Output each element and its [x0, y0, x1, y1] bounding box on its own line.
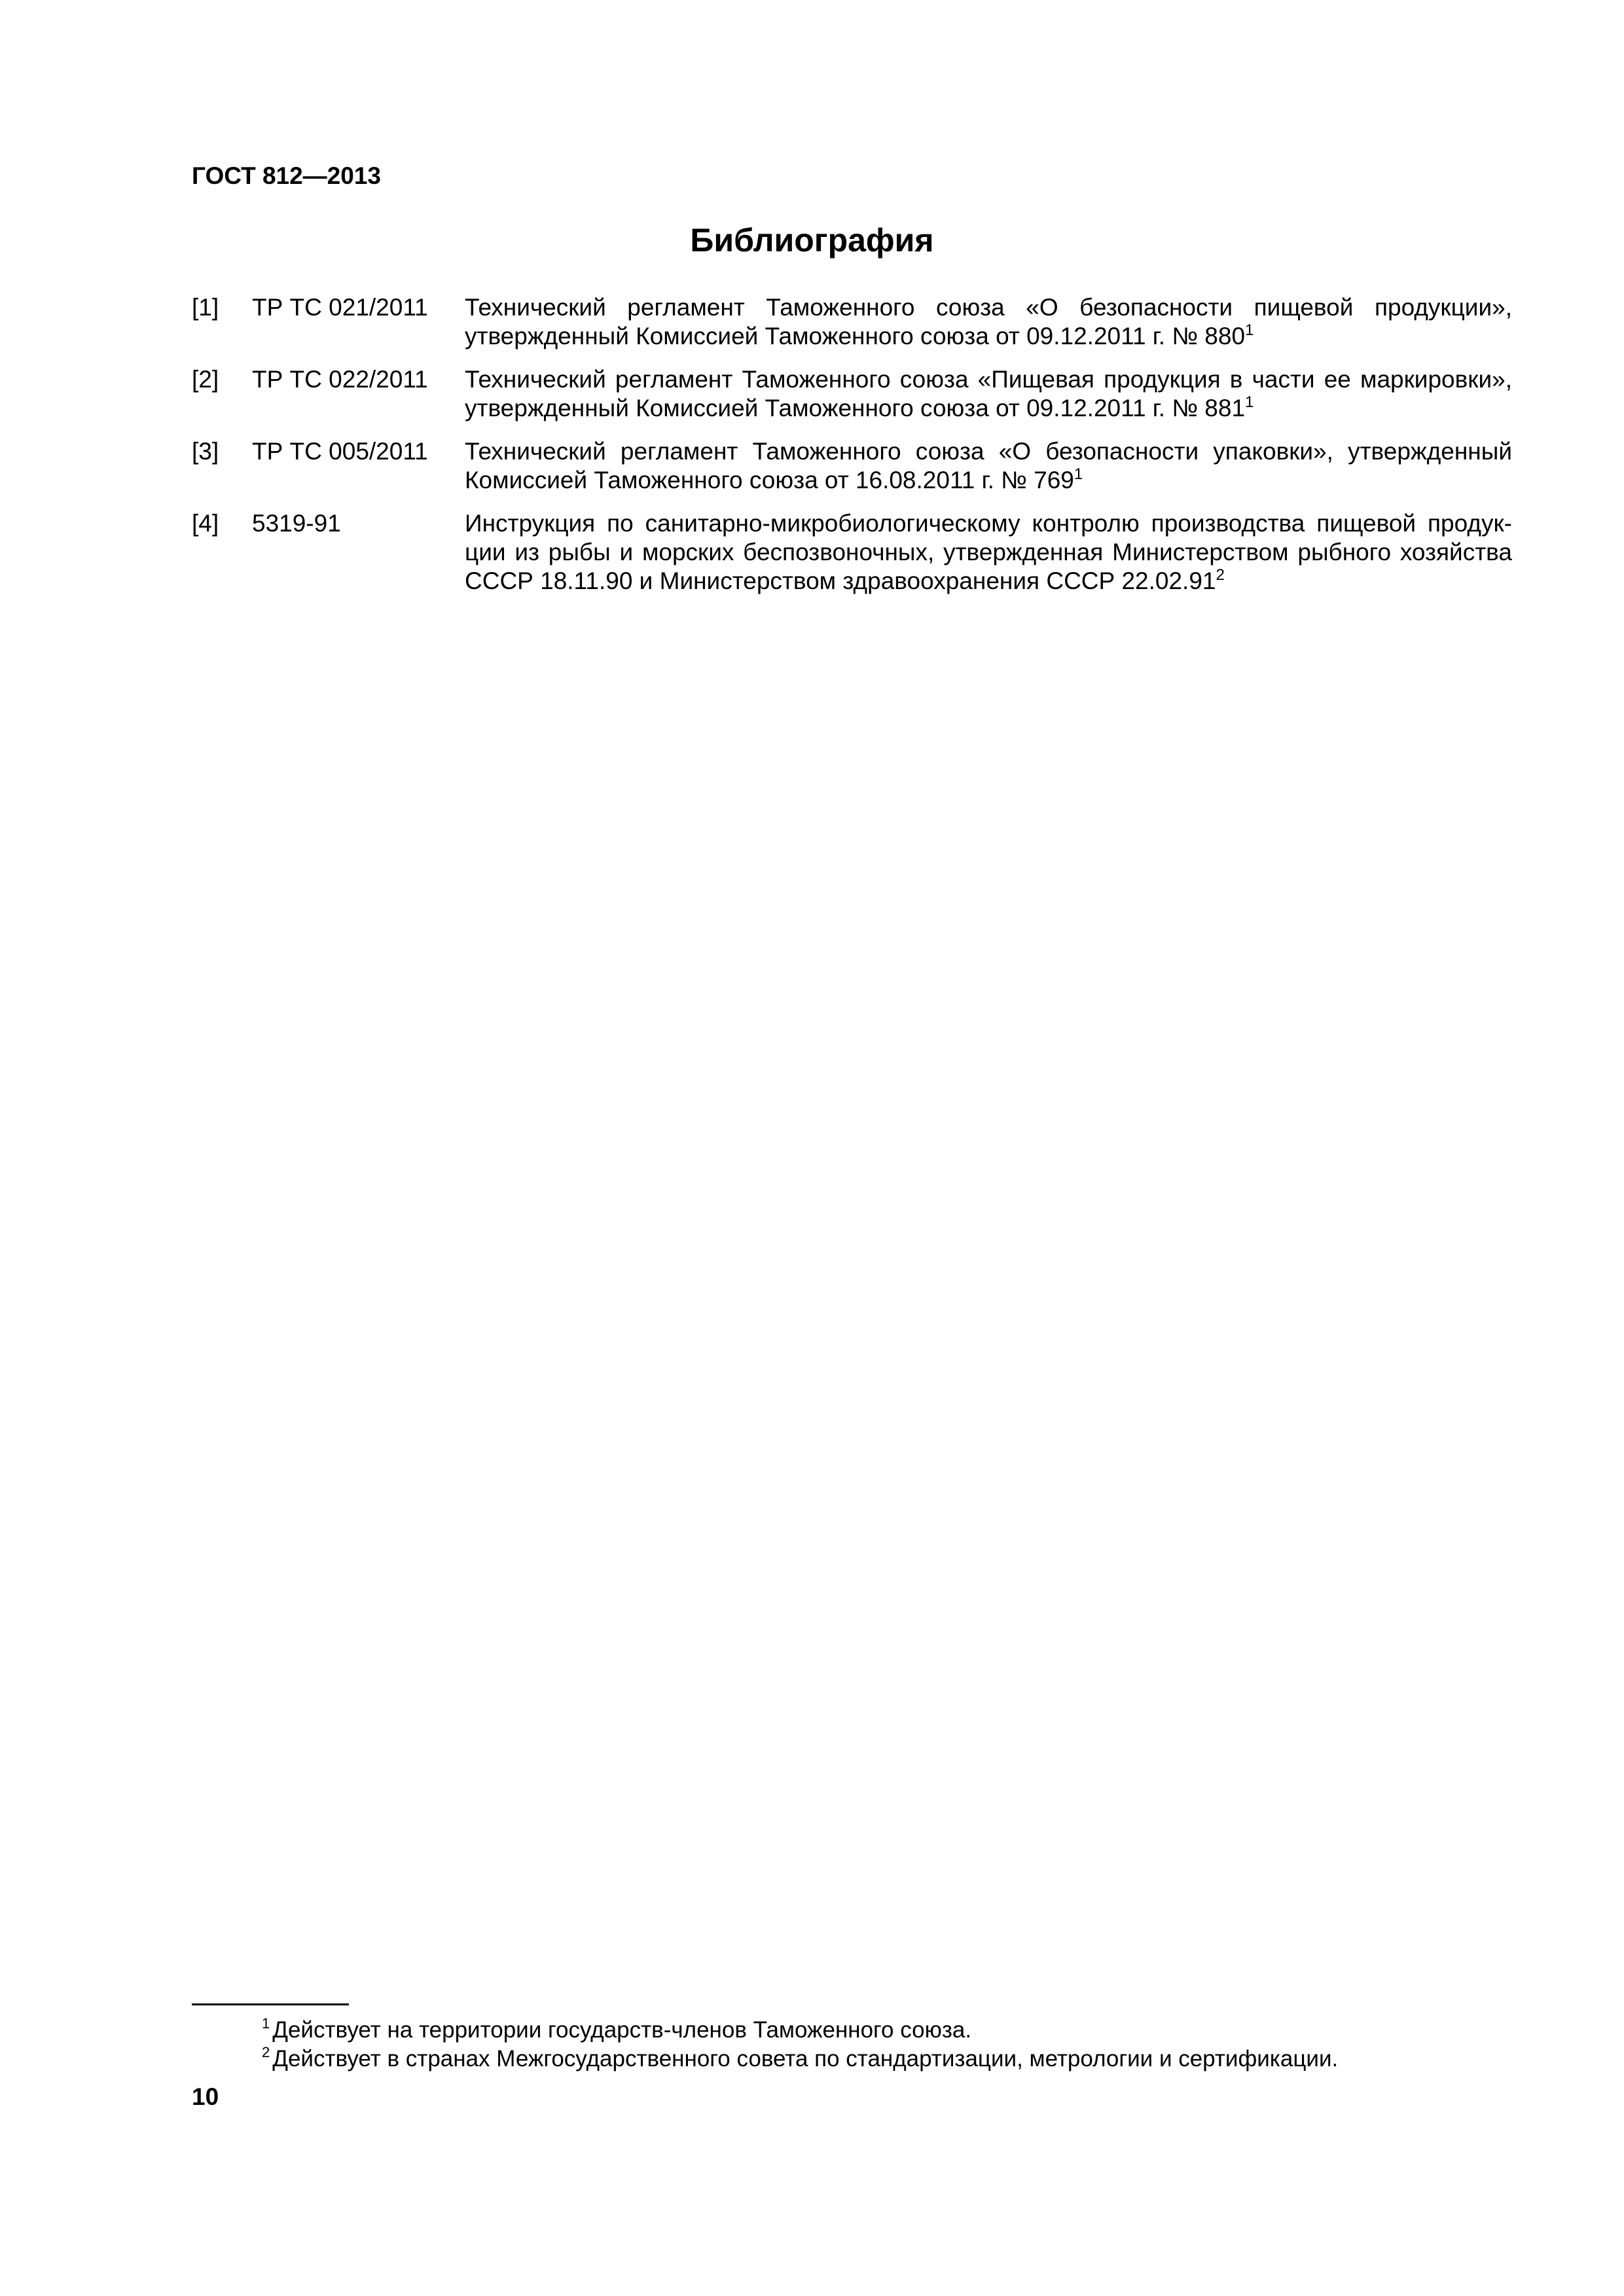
- section-title: Библиография: [690, 222, 934, 259]
- entry-code: ТР ТС 022/2011: [252, 366, 428, 393]
- footnote-reference: 1: [1074, 465, 1083, 483]
- entry-number: [2]: [192, 366, 219, 393]
- entry-description: Технический регламент Таможенного союза «Пищевая продукция в части ее маркировки», утвержденный Комиссией Таможенного союза от 09.12.2011 г. № 881: [465, 366, 1512, 422]
- footnote-item: [262, 2045, 1338, 2073]
- footnote-text: Действует в странах Межгосударственного совета по стандартизации, метрологии и сертификации.: [272, 2046, 1339, 2072]
- entry-text: [465, 437, 1512, 495]
- page-number: 10: [192, 2083, 219, 2110]
- entry-code: 5319-91: [252, 510, 341, 537]
- entry-text: [465, 509, 1512, 596]
- entry-number: [1]: [192, 294, 219, 321]
- footnote-text: Действует на территории государств-членов Таможенного союза.: [272, 2017, 972, 2043]
- footnote-mark: 2: [262, 2044, 270, 2060]
- footnotes: [262, 2016, 1338, 2073]
- footnote-reference: 2: [1216, 566, 1225, 584]
- document-header: ГОСТ 812—2013: [192, 162, 381, 189]
- entry-number: [3]: [192, 438, 219, 465]
- entry-description: Технический регламент Таможенного союза «О безопасности пищевой продукции», утвержденный Комиссией Таможенного союза от 09.12.2011 г. № 880: [465, 294, 1512, 350]
- bibliography-entry: [192, 437, 1512, 495]
- footnote-mark: 1: [262, 2015, 270, 2032]
- footnote-reference: 1: [1245, 321, 1254, 339]
- footnote-reference: 1: [1245, 393, 1254, 411]
- bibliography-entry: [192, 365, 1512, 423]
- entry-description: Инструкция по санитарно-микробиологическому контролю производства пищевой продукции из рыбы и морских беспозвоночных, утвержденная Министерством рыбного хозяйства СССР 18.11.90 и Министерством здравоохранения СССР 22.02.91: [465, 510, 1512, 594]
- entry-number: [4]: [192, 510, 219, 537]
- bibliography-entry: [192, 293, 1512, 351]
- bibliography-list: [192, 293, 1512, 610]
- bibliography-entry: [192, 509, 1512, 596]
- entry-code: ТР ТС 005/2011: [252, 438, 428, 465]
- entry-text: [465, 365, 1512, 423]
- footnote-divider: [192, 2003, 349, 2005]
- footnote-item: [262, 2016, 1338, 2045]
- entry-description: Технический регламент Таможенного союза «О безопасности упаковки», утвержденный Комиссией Таможенного союза от 16.08.2011 г. № 769: [465, 438, 1512, 493]
- entry-code: ТР ТС 021/2011: [252, 294, 428, 321]
- entry-text: [465, 293, 1512, 351]
